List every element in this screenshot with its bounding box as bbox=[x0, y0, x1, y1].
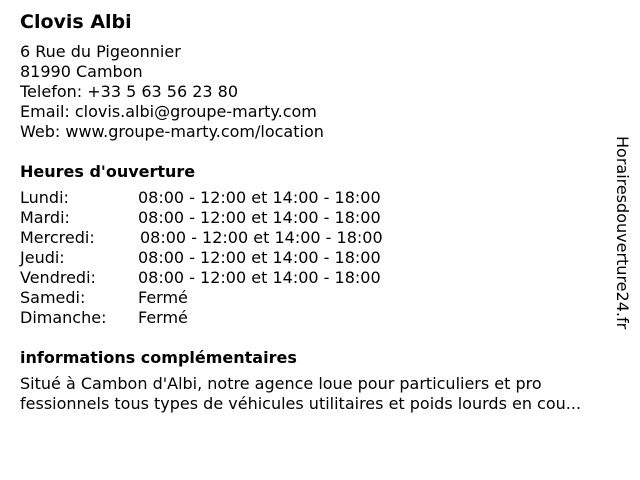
day-label: Vendredi: bbox=[20, 268, 96, 287]
day-hours: 08:00 - 12:00 et 14:00 - 18:00 bbox=[138, 188, 381, 207]
day-label: Mercredi: bbox=[20, 228, 95, 247]
business-card bbox=[20, 8, 620, 414]
hours-heading: Heures d'ouverture bbox=[20, 162, 196, 181]
day-label: Mardi: bbox=[20, 208, 70, 227]
email-line[interactable]: Email: clovis.albi@groupe-marty.com bbox=[20, 102, 317, 121]
info-text-line: Situé à Cambon d'Albi, notre agence loue pour particuliers et pro bbox=[20, 374, 542, 393]
day-hours: Fermé bbox=[138, 308, 188, 327]
hours-row-tuesday bbox=[20, 208, 620, 228]
day-hours: Fermé bbox=[138, 288, 188, 307]
hours-row-sunday bbox=[20, 308, 620, 328]
site-watermark: Horairesdouverture24.fr bbox=[613, 136, 632, 330]
hours-row-wednesday bbox=[20, 228, 620, 248]
day-label: Jeudi: bbox=[20, 248, 65, 267]
day-hours: 08:00 - 12:00 et 14:00 - 18:00 bbox=[140, 228, 383, 247]
address-city: 81990 Cambon bbox=[20, 62, 143, 81]
day-label: Dimanche: bbox=[20, 308, 107, 327]
business-name: Clovis Albi bbox=[20, 11, 132, 33]
day-hours: 08:00 - 12:00 et 14:00 - 18:00 bbox=[138, 268, 381, 287]
info-text-line: fessionnels tous types de véhicules utilitaires et poids lourds en cou... bbox=[20, 394, 582, 413]
day-label: Samedi: bbox=[20, 288, 86, 307]
hours-row-saturday bbox=[20, 288, 620, 308]
hours-row-friday bbox=[20, 268, 620, 288]
hours-row-thursday bbox=[20, 248, 620, 268]
phone-line[interactable]: Telefon: +33 5 63 56 23 80 bbox=[20, 82, 239, 101]
day-hours: 08:00 - 12:00 et 14:00 - 18:00 bbox=[138, 248, 381, 267]
address-street: 6 Rue du Pigeonnier bbox=[20, 42, 181, 61]
info-heading: informations complémentaires bbox=[20, 348, 297, 367]
hours-row-monday bbox=[20, 188, 620, 208]
day-hours: 08:00 - 12:00 et 14:00 - 18:00 bbox=[138, 208, 381, 227]
day-label: Lundi: bbox=[20, 188, 69, 207]
web-line[interactable]: Web: www.groupe-marty.com/location bbox=[20, 122, 324, 141]
